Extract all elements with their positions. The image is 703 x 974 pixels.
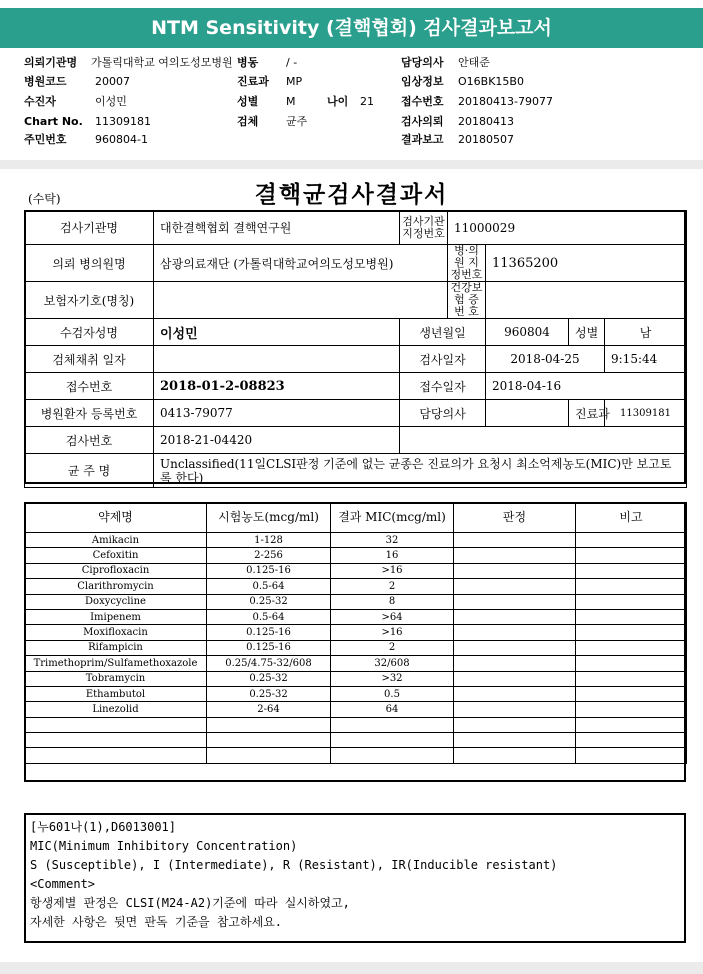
hospital-code-value: 11365200	[486, 245, 687, 282]
interpretation-cell	[454, 533, 576, 548]
note-cell	[576, 548, 687, 563]
patient-value: 이성민	[95, 95, 127, 108]
range-cell: 2-256	[207, 548, 331, 563]
table-row	[25, 609, 687, 624]
hospital-value: 가톨릭대학교 여의도성모병원	[91, 56, 233, 69]
comment-line: [누601나(1),D6013001]	[30, 820, 177, 834]
comment-line: S (Susceptible), I (Intermediate), R (Resistant), IR(Inducible resistant)	[30, 858, 558, 872]
mic-cell: 32	[331, 533, 454, 548]
exam-no-empty	[400, 427, 687, 454]
ward-label: 병동	[237, 56, 259, 69]
birth-date-value: 960804	[486, 319, 569, 346]
interpretation-cell	[454, 625, 576, 640]
drug-cell: Rifampicin	[25, 640, 207, 655]
note-cell	[576, 717, 687, 732]
interpretation-cell	[454, 609, 576, 624]
table-row	[25, 686, 687, 701]
sex-value: 남	[605, 319, 687, 346]
drug-cell: Trimethoprim/Sulfamethoxazole	[25, 656, 207, 671]
comment-line: <Comment>	[30, 877, 96, 891]
susceptibility-rows	[25, 533, 687, 764]
range-cell: 0.125-16	[207, 563, 331, 578]
registration-no-value: 0413-79077	[154, 400, 400, 427]
mic-cell: 0.5	[331, 686, 454, 701]
exam-no-value: 2018-21-04420	[154, 427, 400, 454]
note-cell	[576, 579, 687, 594]
interpretation-cell	[454, 748, 576, 763]
exam-no-label: 검사번호	[25, 427, 154, 454]
interpretation-cell	[454, 548, 576, 563]
hospital-code-label: 병·의원 지정번호	[448, 245, 486, 282]
drug-cell: Amikacin	[25, 533, 207, 548]
table-row	[25, 733, 687, 748]
drug-cell	[25, 717, 207, 732]
examinee-label: 수검자성명	[25, 319, 154, 346]
age-value: 21	[360, 95, 374, 108]
range-cell	[207, 717, 331, 732]
mic-cell: >32	[331, 671, 454, 686]
drug-cell: Doxycycline	[25, 594, 207, 609]
range-cell	[207, 733, 331, 748]
clinical-info-value: O16BK15B0	[458, 75, 524, 88]
note-cell	[576, 702, 687, 717]
drug-cell	[25, 733, 207, 748]
note-cell	[576, 594, 687, 609]
interpretation-cell	[454, 733, 576, 748]
table-row	[25, 548, 687, 563]
interpretation-cell	[454, 656, 576, 671]
attending-doctor-label: 담당의사	[400, 400, 486, 427]
mic-cell: 32/608	[331, 656, 454, 671]
drug-cell: Ciprofloxacin	[25, 563, 207, 578]
mic-cell: >64	[331, 609, 454, 624]
lab-code-label: 검사기관 지정번호	[400, 211, 448, 245]
table-row	[25, 717, 687, 732]
note-cell	[576, 671, 687, 686]
range-cell: 0.5-64	[207, 579, 331, 594]
note-cell	[576, 686, 687, 701]
insurance-label: 보험자기호(명칭)	[25, 282, 154, 319]
lab-code-value: 11000029	[448, 211, 687, 245]
test-time-value: 9:15:44	[605, 346, 687, 373]
comment-box	[24, 813, 686, 943]
comment-line: 자세한 사항은 뒷면 판독 기준을 참고하세요.	[30, 915, 283, 929]
table-row	[25, 625, 687, 640]
drug-cell: Moxifloxacin	[25, 625, 207, 640]
registration-no-label: 병원환자 등록번호	[25, 400, 154, 427]
range-cell	[207, 748, 331, 763]
interpretation-cell	[454, 563, 576, 578]
susceptibility-table	[24, 502, 687, 764]
species-label: 균 주 명	[25, 454, 154, 488]
range-cell: 2-64	[207, 702, 331, 717]
interpretation-header: 판정	[454, 503, 576, 533]
note-cell	[576, 748, 687, 763]
health-insurance-label: 건강보험 증 번 호	[448, 282, 486, 319]
hospital-label: 의뢰기관명	[24, 56, 78, 69]
table-row	[25, 533, 687, 548]
note-cell	[576, 640, 687, 655]
examinee-value: 이성민	[154, 319, 400, 346]
note-cell	[576, 733, 687, 748]
report-title: 결핵균검사결과서	[254, 181, 449, 208]
report-heading	[0, 176, 703, 208]
resident-no-label: 주민번호	[24, 133, 67, 146]
interpretation-cell	[454, 579, 576, 594]
sex-label: 성별	[237, 95, 259, 108]
species-value: Unclassified(11일CLSI판정 기준에 없는 균종은 진료의가 요청시 최소억제농도(MIC)만 보고토록 한다)	[154, 454, 687, 488]
note-cell	[576, 609, 687, 624]
doctor-value: 안태준	[458, 56, 490, 69]
ward-value: / -	[286, 56, 298, 69]
interpretation-cell	[454, 594, 576, 609]
patient-label: 수진자	[24, 95, 56, 108]
comment-line: 항생제별 판정은 CLSI(M24-A2)기준에 따라 실시하였고,	[30, 896, 350, 910]
attending-doctor-value	[486, 400, 569, 427]
mic-cell: >16	[331, 563, 454, 578]
insurance-value	[154, 282, 448, 319]
table-row	[25, 671, 687, 686]
accept-no-label: 접수번호	[25, 373, 154, 400]
health-insurance-value	[486, 282, 687, 319]
drug-header: 약제명	[25, 503, 207, 533]
range-cell: 0.125-16	[207, 640, 331, 655]
resident-no-value: 960804-1	[95, 133, 148, 146]
mic-cell	[331, 748, 454, 763]
dept-value: MP	[286, 75, 303, 88]
chart-no-value: 11309181	[95, 115, 151, 128]
specimen-value: 균주	[286, 115, 308, 128]
patient-info-table	[24, 210, 687, 488]
range-header: 시험농도(mcg/ml)	[207, 503, 331, 533]
mic-cell	[331, 733, 454, 748]
page-title: NTM Sensitivity (결핵협회) 검사결과보고서	[0, 8, 703, 48]
interpretation-cell	[454, 717, 576, 732]
range-cell: 0.25/4.75-32/608	[207, 656, 331, 671]
mic-cell: 64	[331, 702, 454, 717]
accept-date-value: 2018-04-16	[486, 373, 687, 400]
range-cell: 1-128	[207, 533, 331, 548]
mic-cell	[331, 717, 454, 732]
drug-cell: Cefoxitin	[25, 548, 207, 563]
range-cell: 0.25-32	[207, 686, 331, 701]
chart-no-label: Chart No.	[24, 115, 83, 128]
range-cell: 0.25-32	[207, 671, 331, 686]
department-value: 11309181	[605, 400, 687, 427]
hospital-code-value: 20007	[95, 75, 130, 88]
receipt-no-value: 20180413-79077	[458, 95, 553, 108]
report-header	[0, 54, 703, 154]
collection-date-value	[154, 346, 400, 373]
table-row	[25, 748, 687, 763]
clinical-info-label: 임상정보	[401, 75, 444, 88]
note-cell	[576, 656, 687, 671]
consignment-label: (수탁)	[28, 192, 61, 206]
dept-label: 진료과	[237, 75, 269, 88]
interpretation-cell	[454, 702, 576, 717]
sex-value: M	[286, 95, 296, 108]
hospital-code-label: 병원코드	[24, 75, 67, 88]
drug-cell: Ethambutol	[25, 686, 207, 701]
request-date-value: 20180413	[458, 115, 514, 128]
report-date-label: 결과보고	[401, 133, 444, 146]
accept-no-value: 2018-01-2-08823	[154, 373, 400, 400]
drug-cell: Clarithromycin	[25, 579, 207, 594]
request-date-label: 검사의뢰	[401, 115, 444, 128]
table-row	[25, 640, 687, 655]
lab-name-value: 대한결핵협회 결핵연구원	[154, 211, 400, 245]
section-divider	[0, 160, 703, 169]
receipt-no-label: 접수번호	[401, 95, 444, 108]
drug-cell: Tobramycin	[25, 671, 207, 686]
report-date-value: 20180507	[458, 133, 514, 146]
sex-label: 성별	[569, 319, 605, 346]
mic-cell: 2	[331, 640, 454, 655]
requesting-hospital-value: 삼광의료재단 (가톨릭대학교여의도성모병원)	[154, 245, 448, 282]
range-cell: 0.5-64	[207, 609, 331, 624]
mic-cell: 8	[331, 594, 454, 609]
table-row	[25, 702, 687, 717]
note-cell	[576, 563, 687, 578]
test-date-value: 2018-04-25	[486, 346, 605, 373]
lab-name-label: 검사기관명	[25, 211, 154, 245]
note-header: 비고	[576, 503, 687, 533]
accept-date-label: 접수일자	[400, 373, 486, 400]
note-cell	[576, 625, 687, 640]
interpretation-cell	[454, 640, 576, 655]
age-label: 나이	[327, 95, 349, 108]
birth-date-label: 생년월일	[400, 319, 486, 346]
table-row	[25, 656, 687, 671]
range-cell: 0.25-32	[207, 594, 331, 609]
comment-line: MIC(Minimum Inhibitory Concentration)	[30, 839, 298, 853]
table-row	[25, 563, 687, 578]
requesting-hospital-label: 의뢰 병의원명	[25, 245, 154, 282]
footer-strip	[0, 962, 703, 974]
mic-cell: 16	[331, 548, 454, 563]
table-row	[25, 594, 687, 609]
drug-cell: Linezolid	[25, 702, 207, 717]
drug-cell: Imipenem	[25, 609, 207, 624]
mic-cell: 2	[331, 579, 454, 594]
note-cell	[576, 533, 687, 548]
drug-cell	[25, 748, 207, 763]
collection-date-label: 검체채취 일자	[25, 346, 154, 373]
department-label: 진료과	[569, 400, 605, 427]
mic-header: 결과 MIC(mcg/ml)	[331, 503, 454, 533]
interpretation-cell	[454, 671, 576, 686]
specimen-label: 검체	[237, 115, 259, 128]
doctor-label: 담당의사	[401, 56, 444, 69]
mic-cell: >16	[331, 625, 454, 640]
table-row	[25, 579, 687, 594]
interpretation-cell	[454, 686, 576, 701]
range-cell: 0.125-16	[207, 625, 331, 640]
test-date-label: 검사일자	[400, 346, 486, 373]
